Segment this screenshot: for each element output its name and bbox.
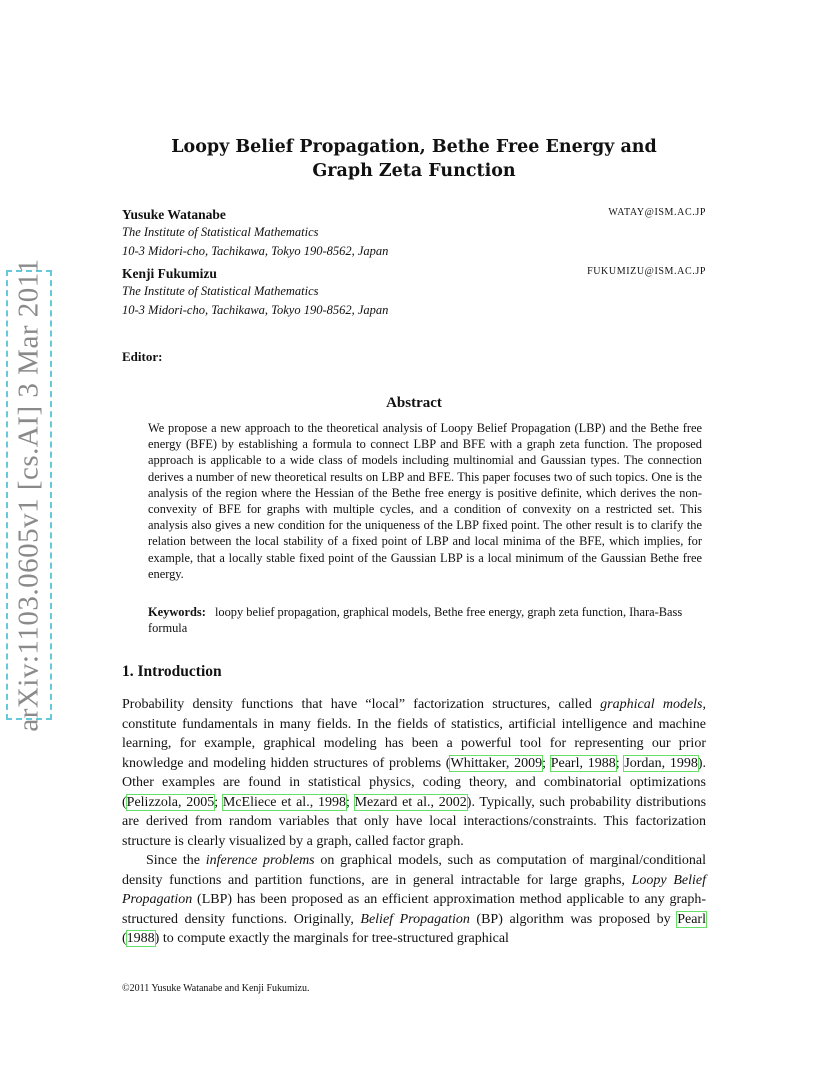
separator: ; [214,794,223,810]
text: (LBP) has been proposed as an efficient approximation method applicable to any graph-structured density functions. Originally, [122,892,706,927]
author-name: Kenji Fukumizu [122,266,217,281]
paper-title [122,135,706,183]
text: (BP) algorithm was proposed by [469,911,678,927]
keywords-label: Keywords: [148,605,206,619]
author-address: 10-3 Midori-cho, Tachikawa, Tokyo 190-8562, Japan [122,303,389,317]
title-line-1: Loopy Belief Propagation, Bethe Free Energy and [171,137,657,157]
emphasis: graphical models [600,697,703,712]
abstract-heading: Abstract [386,395,442,411]
emphasis: Belief Propagation [360,911,470,927]
text: on graphical models, such as computation of marginal/conditional density functions and partition functions, are in general intractable for large graphs, [122,853,706,888]
citation-link[interactable]: Pelizzola, 2005 [126,794,215,810]
keywords [148,604,702,636]
arxiv-stamp [6,258,52,732]
emphasis: inference problems [205,853,315,868]
title-line-2: Graph Zeta Function [312,161,516,181]
arxiv-identifier: arXiv:1103.0605v1 [cs.AI] 3 Mar 2011 [12,258,45,732]
separator: ; [542,755,551,771]
separator: ; [345,794,355,810]
citation-link[interactable]: Pearl [677,911,706,927]
copyright-footer: ©2011 Yusuke Watanabe and Kenji Fukumizu. [122,983,310,994]
text: ) to compute exactly the marginals for tree-structured graphical [154,931,509,946]
author-name: Yusuke Watanabe [122,207,226,222]
text: Since the [146,853,206,868]
citation-link[interactable]: Jordan, 1998 [624,755,698,771]
citation-link[interactable]: Whittaker, 2009 [450,755,543,771]
paragraph-2 [122,851,706,949]
text: ). Other examples are found in statistical physics, coding theory, and combinatorial optimizations ( [122,755,707,810]
text: Probability density functions that have “local” factorization structures, called [122,697,601,712]
section-heading: 1. Introduction [122,663,222,680]
abstract-text: We propose a new approach to the theoretical analysis of Loopy Belief Propagation (LBP) and the Bethe free energy (BFE) by establishing a formula to connect LBP and BFE with a graph zeta function. The proposed approach is applicable to a wide class of models including multinomial and Gaussian types. The connection derives a number of new theoretical results on LBP and BFE. This paper focuses two of such topics. One is the analysis of the region where the Hessian of the Bethe free energy is positive definite, which derives the non-convexity of BFE for graphs with multiple cycles, and a condition of convexity on a restricted set. This analysis also gives a new condition for the uniqueness of the LBP fixed point. The other result is to clarify the relation between the local stability of a fixed point of LBP and local minima of the BFE, which implies, for example, that a locally stable fixed point of the Gaussian LBP is a local minimum of the Gaussian Bethe free energy. [148,421,702,581]
author-affiliation: The Institute of Statistical Mathematics [122,284,319,298]
keywords-text: loopy belief propagation, graphical models, Bethe free energy, graph zeta function, Ihara-Bass formula [148,605,683,636]
author-address: 10-3 Midori-cho, Tachikawa, Tokyo 190-8562, Japan [122,244,389,258]
author-email[interactable]: WATAY@ISM.AC.JP [608,207,706,218]
text: ( [122,931,127,946]
text: , constitute fundamentals in many fields. In the fields of statistics, artificial intelligence and machine learning, for example, graphical modeling has been a powerful tool for representing our prior knowledge and modeling hidden structures of problems ( [122,697,706,771]
emphasis: Loopy Belief Propagation [122,872,706,907]
separator: ; [615,755,625,771]
citation-link[interactable]: Pearl, 1988 [550,755,616,771]
text: ). Typically, such probability distributions are derived from random variables that only have local interactions/constraints. This factorization structure is clearly visualized by a graph, called factor graph. [122,794,707,849]
author-affiliation: The Institute of Statistical Mathematics [122,225,319,239]
paragraph-1 [122,695,706,851]
citation-link[interactable]: 1988 [126,931,155,946]
author-block-2 [122,265,706,320]
citation-link[interactable]: McEliece et al., 1998 [222,794,346,810]
editor-label: Editor: [122,349,163,364]
author-block-1 [122,206,706,261]
citation-link[interactable]: Mezard et al., 2002 [354,794,467,810]
introduction-body [122,695,706,949]
author-email[interactable]: FUKUMIZU@ISM.AC.JP [587,266,706,277]
